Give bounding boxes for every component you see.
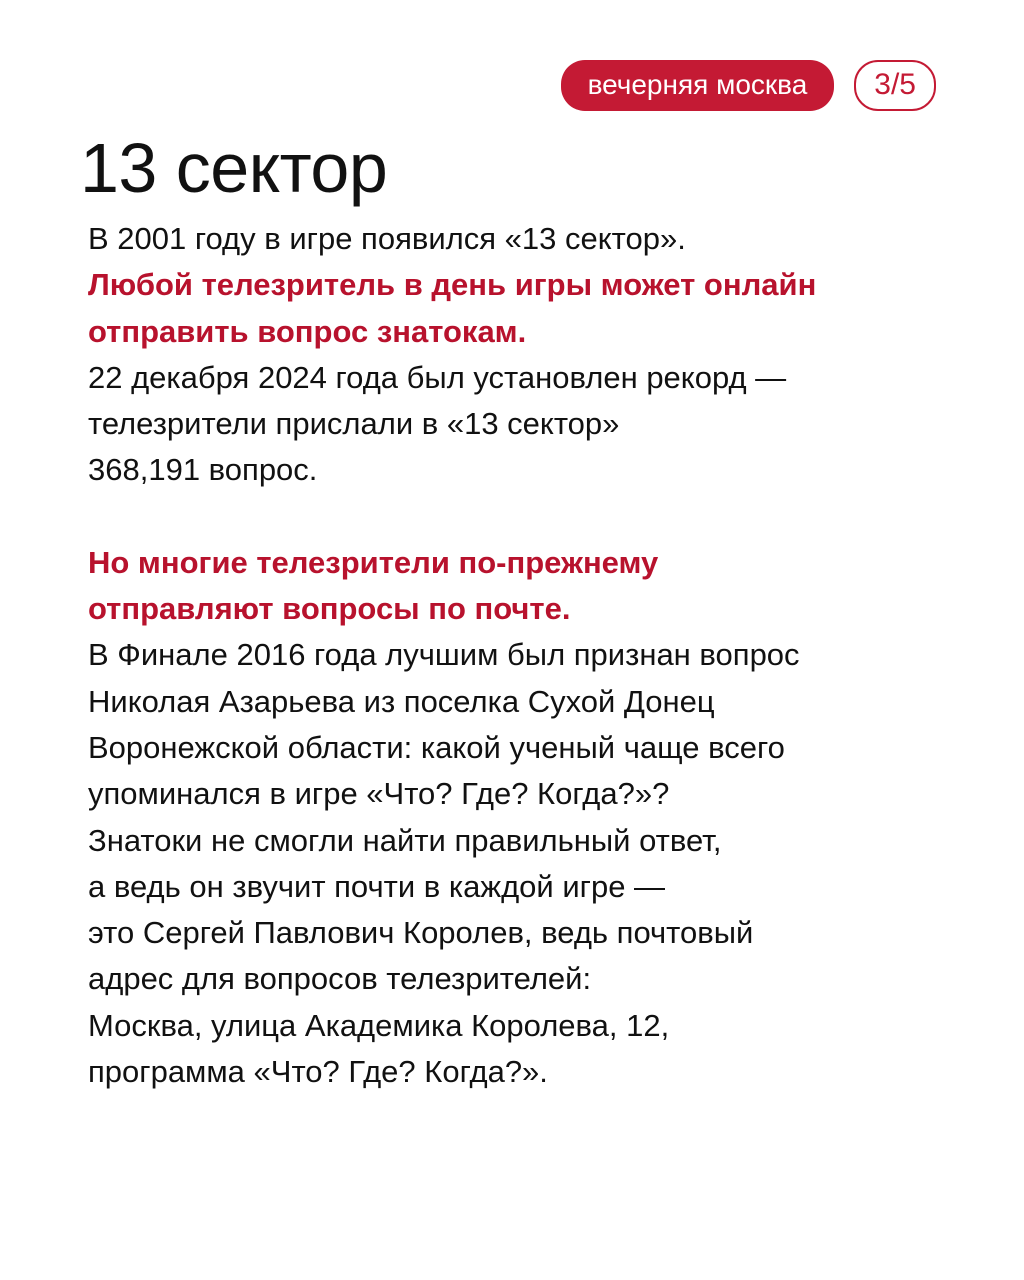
body-line: упоминался в игре «Что? Где? Когда?»?	[88, 776, 670, 812]
body-line: Николая Азарьева из поселка Сухой Донец	[88, 683, 715, 719]
brand-badge: вечерняя москва	[561, 60, 835, 111]
body-line: В Финале 2016 года лучшим был признан вопрос	[88, 637, 800, 673]
body-line: телезрители прислали в «13 сектор»	[88, 406, 620, 442]
highlight-line: отправляют вопросы по почте.	[88, 591, 571, 627]
intro-line: В 2001 году в игре появился «13 сектор».	[88, 221, 686, 256]
article-body	[88, 216, 948, 1095]
body-line: 368,191 вопрос.	[88, 452, 318, 488]
page-indicator: 3/5	[854, 60, 936, 111]
paragraph-spacer	[88, 494, 948, 540]
body-line: Москва, улица Академика Королева, 12,	[88, 1007, 670, 1043]
page-title: 13 сектор	[80, 129, 388, 207]
body-line: Знатоки не смогли найти правильный ответ,	[88, 822, 722, 858]
body-line: адрес для вопросов телезрителей:	[88, 961, 592, 997]
highlight-line: Любой телезритель в день игры может онлайн	[88, 267, 817, 303]
highlight-line: отправить вопрос знатокам.	[88, 313, 527, 349]
body-line: программа «Что? Где? Когда?».	[88, 1054, 548, 1090]
body-line: Воронежской области: какой ученый чаще всего	[88, 729, 785, 765]
body-line: 22 декабря 2024 года был установлен рекорд —	[88, 359, 787, 395]
header	[561, 60, 936, 111]
body-line: это Сергей Павлович Королев, ведь почтовый	[88, 915, 754, 951]
body-line: а ведь он звучит почти в каждой игре —	[88, 868, 666, 904]
highlight-line: Но многие телезрители по-прежнему	[88, 544, 659, 580]
